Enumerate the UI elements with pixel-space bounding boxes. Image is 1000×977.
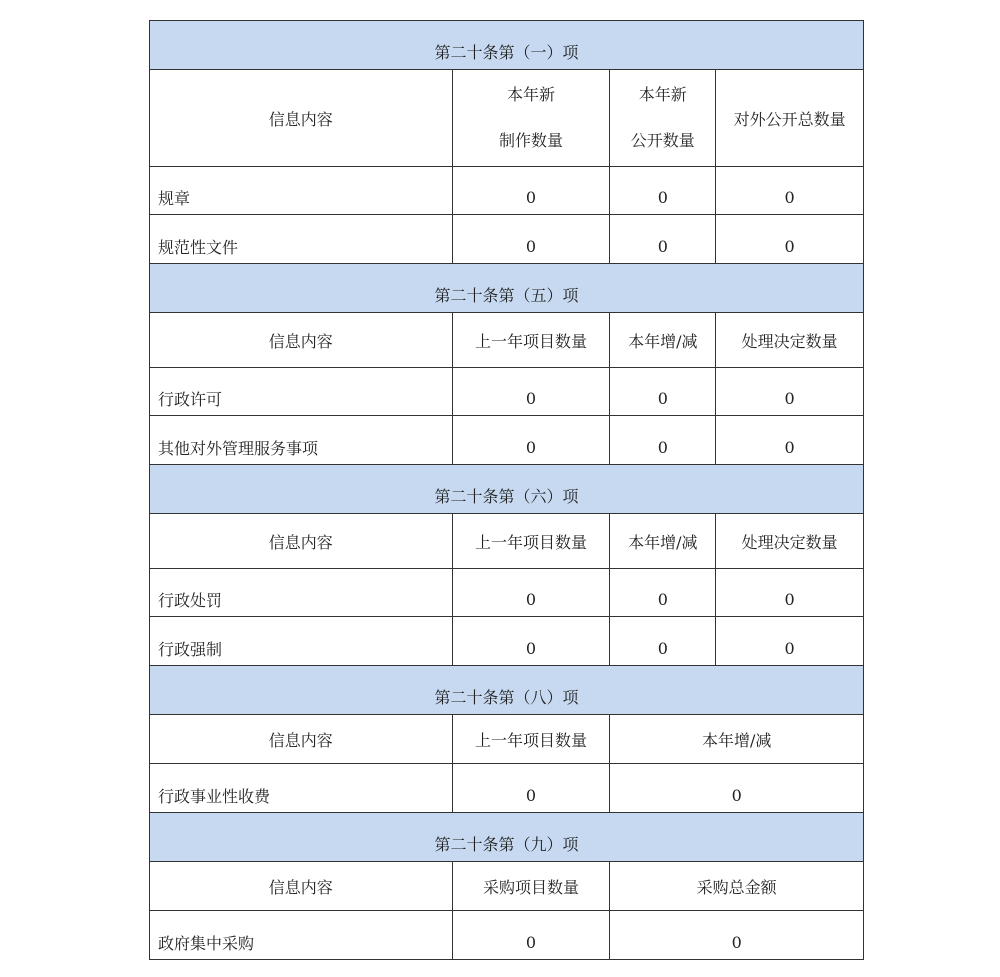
header-info-content: 信息内容 (150, 514, 453, 569)
section-title: 第二十条第（五）项 (150, 264, 864, 313)
row-value: 0 (716, 215, 864, 264)
header-new-published-line2: 公开数量 (630, 131, 695, 150)
row-value: 0 (453, 617, 611, 666)
header-purchase-amount: 采购总金额 (610, 862, 864, 911)
header-last-year-count: 上一年项目数量 (453, 514, 611, 569)
header-change: 本年增/减 (610, 514, 716, 569)
row-label: 行政强制 (150, 617, 453, 666)
header-last-year-count: 上一年项目数量 (453, 313, 611, 368)
row-label: 规范性文件 (150, 215, 453, 264)
row-value: 0 (610, 911, 864, 960)
header-new-made-line2: 制作数量 (498, 131, 563, 150)
row-value: 0 (453, 167, 611, 215)
table-row (150, 911, 864, 960)
row-value: 0 (716, 569, 864, 617)
table-row (150, 569, 864, 617)
header-info-content: 信息内容 (150, 313, 453, 368)
header-decision-count: 处理决定数量 (716, 514, 864, 569)
header-new-published (610, 70, 716, 167)
row-value: 0 (610, 167, 716, 215)
section-title: 第二十条第（八）项 (150, 666, 864, 715)
row-value: 0 (453, 368, 611, 416)
row-value: 0 (453, 569, 611, 617)
row-value: 0 (610, 368, 716, 416)
table-row (150, 617, 864, 666)
header-purchase-count: 采购项目数量 (453, 862, 611, 911)
row-value: 0 (610, 416, 716, 465)
table-row (150, 764, 864, 813)
row-value: 0 (610, 569, 716, 617)
row-value: 0 (453, 764, 611, 813)
header-info-content: 信息内容 (150, 715, 453, 764)
row-value: 0 (610, 215, 716, 264)
row-label: 行政许可 (150, 368, 453, 416)
row-label: 行政事业性收费 (150, 764, 453, 813)
section-title: 第二十条第（六）项 (150, 465, 864, 514)
section-title: 第二十条第（九）项 (150, 813, 864, 862)
row-value: 0 (610, 764, 864, 813)
row-value: 0 (453, 416, 611, 465)
table-row (150, 167, 864, 215)
header-new-made (453, 70, 611, 167)
row-label: 其他对外管理服务事项 (150, 416, 453, 465)
header-total-published: 对外公开总数量 (716, 70, 864, 167)
row-value: 0 (453, 911, 611, 960)
row-value: 0 (610, 617, 716, 666)
row-value: 0 (716, 617, 864, 666)
header-change: 本年增/减 (610, 313, 716, 368)
disclosure-table (149, 20, 864, 960)
header-info-content: 信息内容 (150, 862, 453, 911)
row-value: 0 (716, 368, 864, 416)
header-decision-count: 处理决定数量 (716, 313, 864, 368)
row-value: 0 (716, 167, 864, 215)
header-new-published-line1: 本年新 (638, 85, 687, 104)
row-label: 行政处罚 (150, 569, 453, 617)
row-label: 政府集中采购 (150, 911, 453, 960)
row-value: 0 (453, 215, 611, 264)
row-label: 规章 (150, 167, 453, 215)
header-new-made-line1: 本年新 (506, 85, 555, 104)
table-row (150, 416, 864, 465)
table-row (150, 215, 864, 264)
section-title: 第二十条第（一）项 (150, 21, 864, 70)
header-last-year-count: 上一年项目数量 (453, 715, 611, 764)
table-row (150, 368, 864, 416)
row-value: 0 (716, 416, 864, 465)
header-change: 本年增/减 (610, 715, 864, 764)
header-info-content: 信息内容 (150, 70, 453, 167)
